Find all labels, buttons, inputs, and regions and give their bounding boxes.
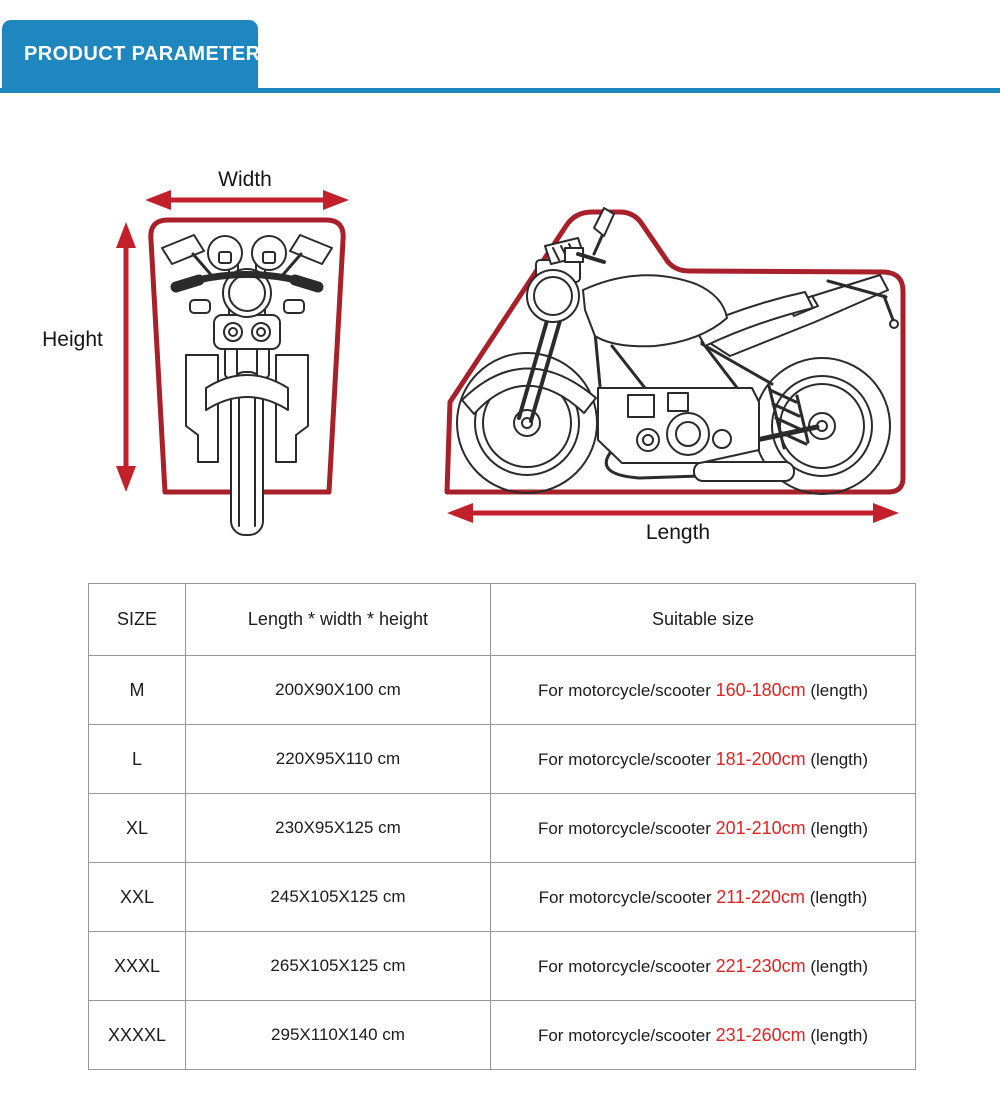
width-label: Width <box>218 168 272 191</box>
suitable-range: 201-210cm <box>715 817 806 838</box>
length-arrow <box>447 503 899 523</box>
rear-shock <box>769 386 808 448</box>
suitable-suffix: (length) <box>805 1025 869 1045</box>
side-view-motorcycle-sketch <box>457 208 898 494</box>
suitable-prefix: For motorcycle/scooter <box>538 887 717 907</box>
column-header-size: SIZE <box>89 584 186 656</box>
table-row <box>89 932 916 1001</box>
motorcycle-cover-diagram <box>0 150 1000 580</box>
suitable-range: 181-200cm <box>715 748 806 769</box>
table-row <box>89 1001 916 1070</box>
width-arrow <box>145 190 349 210</box>
size-value: XXXL <box>89 932 186 1001</box>
dimensions-value: 200X90X100 cm <box>186 656 491 725</box>
side-view-diagram <box>447 208 903 523</box>
dimensions-value: 230X95X125 cm <box>186 794 491 863</box>
suitable-prefix: For motorcycle/scooter <box>537 818 716 838</box>
suitable-range: 160-180cm <box>715 679 806 700</box>
suitable-prefix: For motorcycle/scooter <box>537 1025 716 1045</box>
suitable-range: 221-230cm <box>715 955 806 976</box>
table-row <box>89 794 916 863</box>
suitable-range: 211-220cm <box>716 886 805 907</box>
size-value: L <box>89 725 186 794</box>
page-title: PRODUCT PARAMETERS <box>24 42 275 65</box>
front-view-diagram <box>116 190 349 535</box>
size-value: XXL <box>89 863 186 932</box>
size-value: XL <box>89 794 186 863</box>
suitable-size-value <box>491 863 916 932</box>
height-arrow <box>116 222 136 492</box>
suitable-size-value <box>491 932 916 1001</box>
size-value: XXXXL <box>89 1001 186 1070</box>
suitable-suffix: (length) <box>805 749 869 769</box>
table-row <box>89 725 916 794</box>
suitable-range: 231-260cm <box>715 1024 806 1045</box>
suitable-size-value <box>491 1001 916 1070</box>
table-row <box>89 656 916 725</box>
suitable-prefix: For motorcycle/scooter <box>537 956 716 976</box>
height-label: Height <box>42 328 103 351</box>
suitable-prefix: For motorcycle/scooter <box>537 749 716 769</box>
suitable-size-value <box>491 656 916 725</box>
section-header-tab <box>2 20 275 88</box>
table-row <box>89 863 916 932</box>
column-header-dims: Length * width * height <box>186 584 491 656</box>
column-header-suitable: Suitable size <box>491 584 916 656</box>
size-table <box>88 583 916 1070</box>
suitable-prefix: For motorcycle/scooter <box>537 680 716 700</box>
length-label: Length <box>645 521 711 544</box>
dimensions-value: 265X105X125 cm <box>186 932 491 1001</box>
dimensions-value: 245X105X125 cm <box>186 863 491 932</box>
suitable-suffix: (length) <box>805 818 869 838</box>
size-value: M <box>89 656 186 725</box>
dimensions-value: 295X110X140 cm <box>186 1001 491 1070</box>
suitable-size-value <box>491 794 916 863</box>
suitable-suffix: (length) <box>805 956 869 976</box>
dimensions-value: 220X95X110 cm <box>186 725 491 794</box>
suitable-suffix: (length) <box>805 680 869 700</box>
header-divider-line <box>0 88 1000 93</box>
table-header-row <box>89 584 916 656</box>
suitable-suffix: (length) <box>804 887 868 907</box>
suitable-size-value <box>491 725 916 794</box>
